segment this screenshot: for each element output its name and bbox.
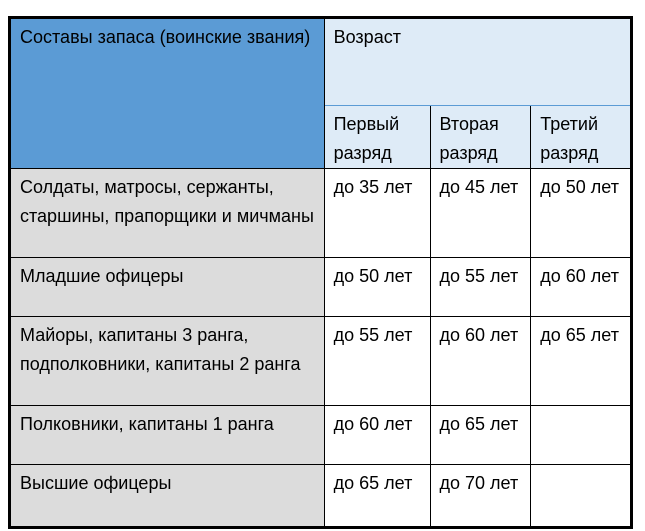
age-limit-cell: до 65 лет — [324, 465, 430, 528]
age-limit-cell: до 60 лет — [324, 406, 430, 465]
age-limit-cell — [531, 465, 632, 528]
table-row — [10, 465, 632, 528]
age-limit-cell: до 45 лет — [430, 169, 531, 258]
table-row — [10, 406, 632, 465]
rank-label: Полковники, капитаны 1 ранга — [10, 406, 325, 465]
age-limit-cell: до 65 лет — [430, 406, 531, 465]
category-header-3: Третий разряд — [531, 106, 632, 169]
rank-column-header: Составы запаса (воинские звания) — [10, 18, 325, 169]
category-header-2: Вторая разряд — [430, 106, 531, 169]
header-row-top — [10, 18, 632, 106]
age-limit-cell: до 50 лет — [531, 169, 632, 258]
age-limit-cell: до 55 лет — [430, 258, 531, 317]
age-limit-cell: до 60 лет — [531, 258, 632, 317]
rank-label: Майоры, капитаны 3 ранга, подполковники, капитаны 2 ранга — [10, 317, 325, 406]
rank-label: Солдаты, матросы, сержанты, старшины, прапорщики и мичманы — [10, 169, 325, 258]
table-row — [10, 258, 632, 317]
age-limit-cell: до 60 лет — [430, 317, 531, 406]
age-limit-cell: до 70 лет — [430, 465, 531, 528]
age-limit-cell — [531, 406, 632, 465]
age-group-header: Возраст — [324, 18, 631, 106]
table-row — [10, 317, 632, 406]
age-limit-cell: до 50 лет — [324, 258, 430, 317]
table-row — [10, 169, 632, 258]
category-header-1: Первый разряд — [324, 106, 430, 169]
age-limit-cell: до 65 лет — [531, 317, 632, 406]
rank-label: Младшие офицеры — [10, 258, 325, 317]
age-limit-cell: до 35 лет — [324, 169, 430, 258]
rank-label: Высшие офицеры — [10, 465, 325, 528]
age-limit-cell: до 55 лет — [324, 317, 430, 406]
reserve-age-table — [8, 16, 633, 529]
